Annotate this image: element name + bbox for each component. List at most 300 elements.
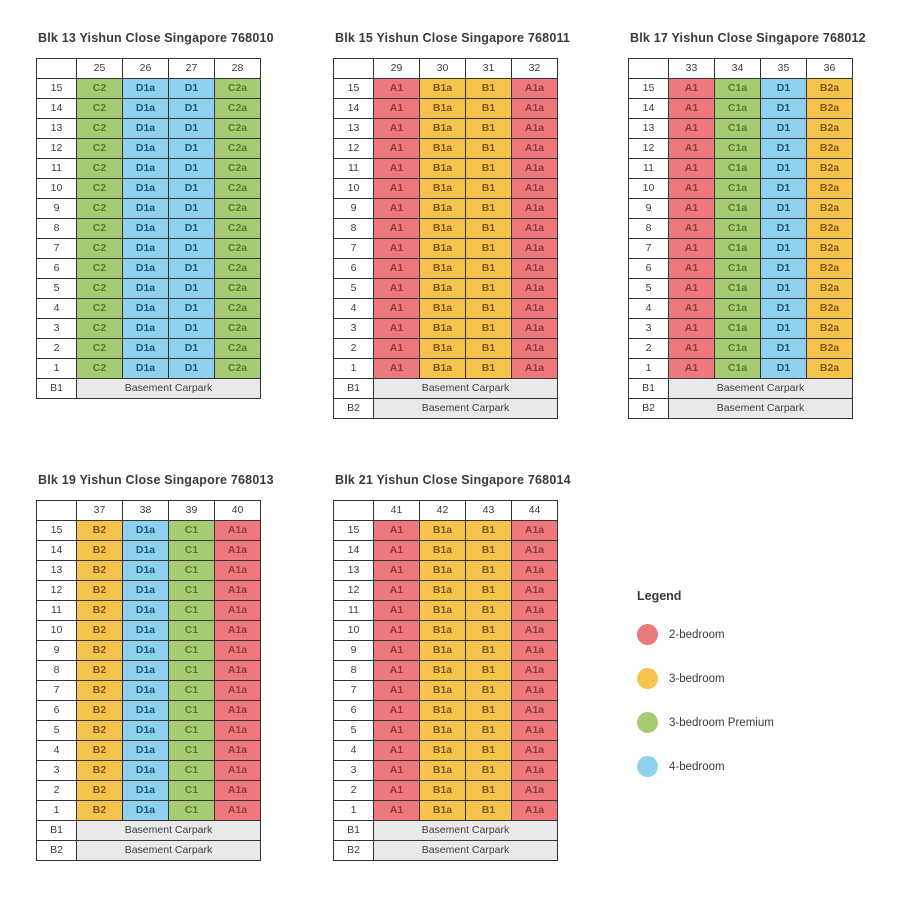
floor-row [334, 601, 558, 621]
unit-cell: C1 [169, 701, 215, 721]
unit-cell: A1a [512, 159, 558, 179]
floor-label: 12 [37, 581, 77, 601]
unit-cell: A1a [512, 299, 558, 319]
stack-number-header: 37 [77, 501, 123, 521]
unit-cell: A1a [512, 701, 558, 721]
unit-cell: C2 [77, 159, 123, 179]
floor-label: 4 [334, 741, 374, 761]
legend-label: 3-bedroom [669, 672, 725, 685]
floor-row [334, 761, 558, 781]
stack-number-header: 28 [215, 59, 261, 79]
unit-cell: D1 [169, 99, 215, 119]
basement-level-label: B2 [37, 841, 77, 861]
unit-cell: D1a [123, 119, 169, 139]
floor-label: 5 [334, 279, 374, 299]
floor-row [37, 661, 261, 681]
unit-cell: B1 [466, 641, 512, 661]
unit-cell: D1 [761, 319, 807, 339]
unit-cell: A1 [669, 99, 715, 119]
unit-cell: D1a [123, 781, 169, 801]
floor-row [37, 79, 261, 99]
unit-cell: A1 [374, 319, 420, 339]
floor-row [629, 299, 853, 319]
floor-row [37, 279, 261, 299]
unit-cell: A1a [215, 581, 261, 601]
floor-row [37, 801, 261, 821]
stack-number-header: 40 [215, 501, 261, 521]
stack-number-header: 36 [807, 59, 853, 79]
unit-cell: C1 [169, 721, 215, 741]
floor-row [37, 761, 261, 781]
floor-label: 3 [37, 319, 77, 339]
corner-cell [334, 59, 374, 79]
floor-label: 6 [37, 701, 77, 721]
unit-cell: D1 [169, 179, 215, 199]
stack-number-header: 30 [420, 59, 466, 79]
unit-cell: A1a [512, 239, 558, 259]
floor-label: 6 [629, 259, 669, 279]
unit-cell: A1a [512, 319, 558, 339]
unit-cell: A1 [374, 781, 420, 801]
unit-cell: C1a [715, 79, 761, 99]
unit-cell: B1a [420, 641, 466, 661]
floor-label: 12 [629, 139, 669, 159]
unit-cell: A1a [512, 641, 558, 661]
unit-cell: B2 [77, 661, 123, 681]
floor-row [37, 681, 261, 701]
unit-cell: D1a [123, 99, 169, 119]
unit-cell: D1a [123, 721, 169, 741]
unit-cell: B1a [420, 159, 466, 179]
unit-cell: B1a [420, 561, 466, 581]
unit-cell: A1a [215, 601, 261, 621]
floor-row [37, 199, 261, 219]
unit-cell: A1a [512, 139, 558, 159]
floor-row [629, 79, 853, 99]
unit-cell: A1 [374, 801, 420, 821]
unit-cell: B2 [77, 721, 123, 741]
unit-cell: A1 [374, 279, 420, 299]
unit-cell: A1 [374, 339, 420, 359]
unit-cell: A1 [374, 641, 420, 661]
floor-label: 10 [334, 621, 374, 641]
floor-row [334, 199, 558, 219]
floor-label: 5 [37, 721, 77, 741]
unit-cell: A1a [512, 179, 558, 199]
unit-cell: D1 [169, 319, 215, 339]
unit-cell: A1a [512, 801, 558, 821]
unit-cell: B1a [420, 721, 466, 741]
floor-row [334, 681, 558, 701]
basement-level-label: B1 [37, 821, 77, 841]
block-19-grid [36, 500, 261, 861]
unit-cell: C2 [77, 139, 123, 159]
unit-cell: B2a [807, 299, 853, 319]
unit-cell: D1 [169, 159, 215, 179]
unit-cell: D1a [123, 661, 169, 681]
unit-cell: D1a [123, 79, 169, 99]
stack-number-header: 38 [123, 501, 169, 521]
unit-cell: B1 [466, 199, 512, 219]
unit-cell: B1a [420, 179, 466, 199]
floor-row [37, 721, 261, 741]
unit-cell: D1 [169, 279, 215, 299]
floor-row [334, 621, 558, 641]
floor-label: 10 [334, 179, 374, 199]
unit-cell: B1 [466, 801, 512, 821]
basement-row [334, 821, 558, 841]
unit-cell: B2a [807, 199, 853, 219]
floor-label: 4 [37, 741, 77, 761]
legend-item-4-bedroom [637, 756, 774, 777]
unit-cell: A1 [374, 219, 420, 239]
unit-cell: C1 [169, 761, 215, 781]
unit-cell: C1 [169, 561, 215, 581]
floor-row [37, 359, 261, 379]
unit-cell: A1 [374, 601, 420, 621]
unit-cell: A1 [669, 139, 715, 159]
unit-cell: D1a [123, 219, 169, 239]
floor-row [37, 781, 261, 801]
floor-row [334, 239, 558, 259]
legend-item-3-bedroom-premium [637, 712, 774, 733]
basement-carpark-cell: Basement Carpark [374, 379, 558, 399]
block-title: Blk 19 Yishun Close Singapore 768013 [38, 473, 274, 487]
floor-label: 4 [629, 299, 669, 319]
basement-level-label: B2 [629, 399, 669, 419]
floor-row [37, 581, 261, 601]
floor-label: 13 [334, 561, 374, 581]
unit-cell: B2 [77, 781, 123, 801]
unit-cell: D1 [761, 279, 807, 299]
unit-cell: A1 [374, 239, 420, 259]
unit-cell: C2 [77, 319, 123, 339]
unit-cell: B1a [420, 239, 466, 259]
unit-cell: A1a [512, 259, 558, 279]
legend [637, 589, 774, 800]
unit-cell: D1 [761, 119, 807, 139]
basement-row [334, 379, 558, 399]
unit-cell: A1 [374, 561, 420, 581]
stack-header-row [334, 59, 558, 79]
basement-carpark-cell: Basement Carpark [374, 821, 558, 841]
unit-cell: C1 [169, 601, 215, 621]
unit-cell: A1a [215, 521, 261, 541]
unit-cell: C1 [169, 641, 215, 661]
unit-cell: A1a [512, 781, 558, 801]
floor-label: 3 [334, 319, 374, 339]
floor-row [334, 541, 558, 561]
floor-row [37, 179, 261, 199]
unit-cell: D1 [761, 219, 807, 239]
legend-item-3-bedroom [637, 668, 774, 689]
unit-cell: D1 [761, 99, 807, 119]
stack-header-row [629, 59, 853, 79]
unit-cell: D1 [169, 139, 215, 159]
floor-row [629, 99, 853, 119]
unit-cell: B1a [420, 119, 466, 139]
floor-label: 4 [37, 299, 77, 319]
block-21-grid [333, 500, 558, 861]
unit-cell: B1 [466, 561, 512, 581]
unit-cell: B2a [807, 159, 853, 179]
floor-row [334, 219, 558, 239]
unit-cell: C2 [77, 359, 123, 379]
unit-cell: B1 [466, 359, 512, 379]
basement-row [37, 841, 261, 861]
basement-carpark-cell: Basement Carpark [77, 379, 261, 399]
unit-cell: D1 [169, 359, 215, 379]
unit-cell: D1 [169, 119, 215, 139]
floor-label: 9 [37, 199, 77, 219]
unit-cell: D1 [169, 219, 215, 239]
unit-cell: C2a [215, 319, 261, 339]
unit-cell: A1 [374, 541, 420, 561]
unit-cell: A1a [215, 641, 261, 661]
unit-cell: A1a [215, 761, 261, 781]
basement-level-label: B2 [334, 399, 374, 419]
unit-cell: C2 [77, 119, 123, 139]
floor-label: 2 [334, 339, 374, 359]
unit-cell: A1 [669, 339, 715, 359]
unit-cell: C2a [215, 199, 261, 219]
unit-cell: D1 [169, 339, 215, 359]
floor-label: 12 [37, 139, 77, 159]
unit-cell: B2a [807, 219, 853, 239]
unit-cell: A1a [215, 801, 261, 821]
floor-label: 7 [334, 239, 374, 259]
unit-cell: C1a [715, 119, 761, 139]
unit-cell: A1 [669, 79, 715, 99]
unit-cell: B1 [466, 239, 512, 259]
floor-row [629, 259, 853, 279]
2-bedroom-color-swatch [637, 624, 658, 645]
floor-row [334, 179, 558, 199]
unit-cell: B1 [466, 781, 512, 801]
unit-cell: B1a [420, 781, 466, 801]
legend-label: 3-bedroom Premium [669, 716, 774, 729]
unit-cell: A1a [215, 661, 261, 681]
unit-cell: D1 [761, 159, 807, 179]
unit-cell: D1 [761, 259, 807, 279]
floor-label: 3 [629, 319, 669, 339]
unit-cell: D1 [761, 299, 807, 319]
stack-number-header: 35 [761, 59, 807, 79]
floor-label: 12 [334, 139, 374, 159]
stack-header-row [37, 501, 261, 521]
stack-number-header: 32 [512, 59, 558, 79]
floor-row [37, 701, 261, 721]
unit-cell: B2a [807, 139, 853, 159]
floor-label: 13 [334, 119, 374, 139]
unit-cell: C1a [715, 239, 761, 259]
floor-label: 9 [334, 641, 374, 661]
floor-row [37, 99, 261, 119]
floor-row [37, 319, 261, 339]
unit-cell: B1 [466, 319, 512, 339]
unit-cell: B2a [807, 279, 853, 299]
basement-carpark-cell: Basement Carpark [77, 841, 261, 861]
unit-cell: D1a [123, 681, 169, 701]
floor-row [629, 319, 853, 339]
unit-cell: B1a [420, 299, 466, 319]
unit-cell: A1 [374, 721, 420, 741]
unit-cell: D1a [123, 601, 169, 621]
unit-cell: B1a [420, 319, 466, 339]
floor-label: 15 [334, 521, 374, 541]
unit-cell: A1 [669, 359, 715, 379]
floor-label: 1 [629, 359, 669, 379]
unit-cell: A1 [669, 199, 715, 219]
unit-cell: B1a [420, 339, 466, 359]
floor-row [334, 279, 558, 299]
unit-cell: B1 [466, 179, 512, 199]
floor-label: 8 [37, 661, 77, 681]
basement-row [37, 379, 261, 399]
unit-cell: C2a [215, 119, 261, 139]
floor-row [37, 601, 261, 621]
floor-row [334, 561, 558, 581]
unit-cell: D1a [123, 199, 169, 219]
unit-cell: C1 [169, 521, 215, 541]
basement-level-label: B1 [37, 379, 77, 399]
unit-cell: C1 [169, 781, 215, 801]
unit-cell: A1a [215, 681, 261, 701]
unit-cell: B1a [420, 79, 466, 99]
unit-cell: C2a [215, 99, 261, 119]
block-title: Blk 13 Yishun Close Singapore 768010 [38, 31, 274, 45]
floor-row [629, 199, 853, 219]
floor-row [334, 641, 558, 661]
unit-cell: A1 [374, 359, 420, 379]
floor-label: 8 [629, 219, 669, 239]
block-title: Blk 17 Yishun Close Singapore 768012 [630, 31, 866, 45]
floor-label: 5 [334, 721, 374, 741]
floor-label: 8 [334, 661, 374, 681]
unit-cell: B1a [420, 139, 466, 159]
floor-label: 14 [334, 99, 374, 119]
floor-label: 10 [37, 179, 77, 199]
floor-label: 12 [334, 581, 374, 601]
unit-cell: D1 [761, 79, 807, 99]
unit-cell: B2 [77, 521, 123, 541]
corner-cell [37, 501, 77, 521]
unit-cell: C1a [715, 299, 761, 319]
unit-cell: C2a [215, 259, 261, 279]
unit-cell: A1a [512, 581, 558, 601]
floor-label: 1 [334, 801, 374, 821]
unit-cell: C2a [215, 339, 261, 359]
unit-cell: B1a [420, 601, 466, 621]
floor-row [37, 339, 261, 359]
floor-row [629, 279, 853, 299]
unit-cell: B2 [77, 621, 123, 641]
basement-carpark-cell: Basement Carpark [374, 841, 558, 861]
unit-cell: C1 [169, 661, 215, 681]
unit-cell: A1a [512, 219, 558, 239]
unit-cell: D1 [169, 79, 215, 99]
unit-cell: A1a [215, 541, 261, 561]
stack-number-header: 39 [169, 501, 215, 521]
floor-label: 6 [334, 701, 374, 721]
unit-cell: C2 [77, 179, 123, 199]
stack-header-row [37, 59, 261, 79]
unit-cell: D1 [761, 239, 807, 259]
floor-label: 13 [37, 119, 77, 139]
floor-label: 2 [37, 339, 77, 359]
block-19-section [36, 473, 274, 861]
unit-cell: D1 [169, 199, 215, 219]
block-17-grid [628, 58, 853, 419]
floor-label: 13 [629, 119, 669, 139]
unit-cell: B1 [466, 761, 512, 781]
stack-number-header: 33 [669, 59, 715, 79]
unit-cell: C1a [715, 259, 761, 279]
block-title: Blk 21 Yishun Close Singapore 768014 [335, 473, 571, 487]
unit-cell: A1a [512, 339, 558, 359]
floor-label: 14 [37, 99, 77, 119]
floor-label: 5 [629, 279, 669, 299]
floor-row [334, 119, 558, 139]
stack-number-header: 42 [420, 501, 466, 521]
floor-row [629, 179, 853, 199]
floor-row [334, 299, 558, 319]
floor-row [37, 239, 261, 259]
unit-cell: D1 [761, 139, 807, 159]
block-17-section [628, 31, 866, 419]
unit-cell: D1a [123, 139, 169, 159]
floor-label: 9 [334, 199, 374, 219]
stack-number-header: 41 [374, 501, 420, 521]
unit-cell: A1 [374, 761, 420, 781]
stack-number-header: 27 [169, 59, 215, 79]
basement-row [629, 399, 853, 419]
unit-cell: B1 [466, 581, 512, 601]
unit-cell: D1a [123, 259, 169, 279]
unit-cell: B1a [420, 741, 466, 761]
floor-row [37, 541, 261, 561]
unit-cell: C2 [77, 199, 123, 219]
floor-row [37, 299, 261, 319]
unit-cell: C1a [715, 279, 761, 299]
unit-cell: A1a [512, 541, 558, 561]
floor-label: 14 [37, 541, 77, 561]
unit-cell: A1a [512, 741, 558, 761]
unit-cell: B1 [466, 339, 512, 359]
unit-cell: C2a [215, 179, 261, 199]
floor-label: 1 [37, 801, 77, 821]
unit-cell: A1 [669, 259, 715, 279]
unit-cell: C1a [715, 339, 761, 359]
unit-cell: A1 [669, 219, 715, 239]
unit-cell: C2 [77, 79, 123, 99]
unit-cell: C2a [215, 239, 261, 259]
legend-label: 2-bedroom [669, 628, 725, 641]
unit-cell: A1a [215, 701, 261, 721]
block-15-grid [333, 58, 558, 419]
unit-cell: B1 [466, 259, 512, 279]
floor-row [629, 139, 853, 159]
unit-cell: B1 [466, 99, 512, 119]
stack-number-header: 31 [466, 59, 512, 79]
floor-label: 15 [37, 521, 77, 541]
unit-cell: B1a [420, 259, 466, 279]
unit-cell: B1 [466, 79, 512, 99]
unit-cell: A1a [512, 601, 558, 621]
unit-cell: C1a [715, 179, 761, 199]
unit-cell: B2a [807, 359, 853, 379]
unit-cell: A1a [512, 661, 558, 681]
